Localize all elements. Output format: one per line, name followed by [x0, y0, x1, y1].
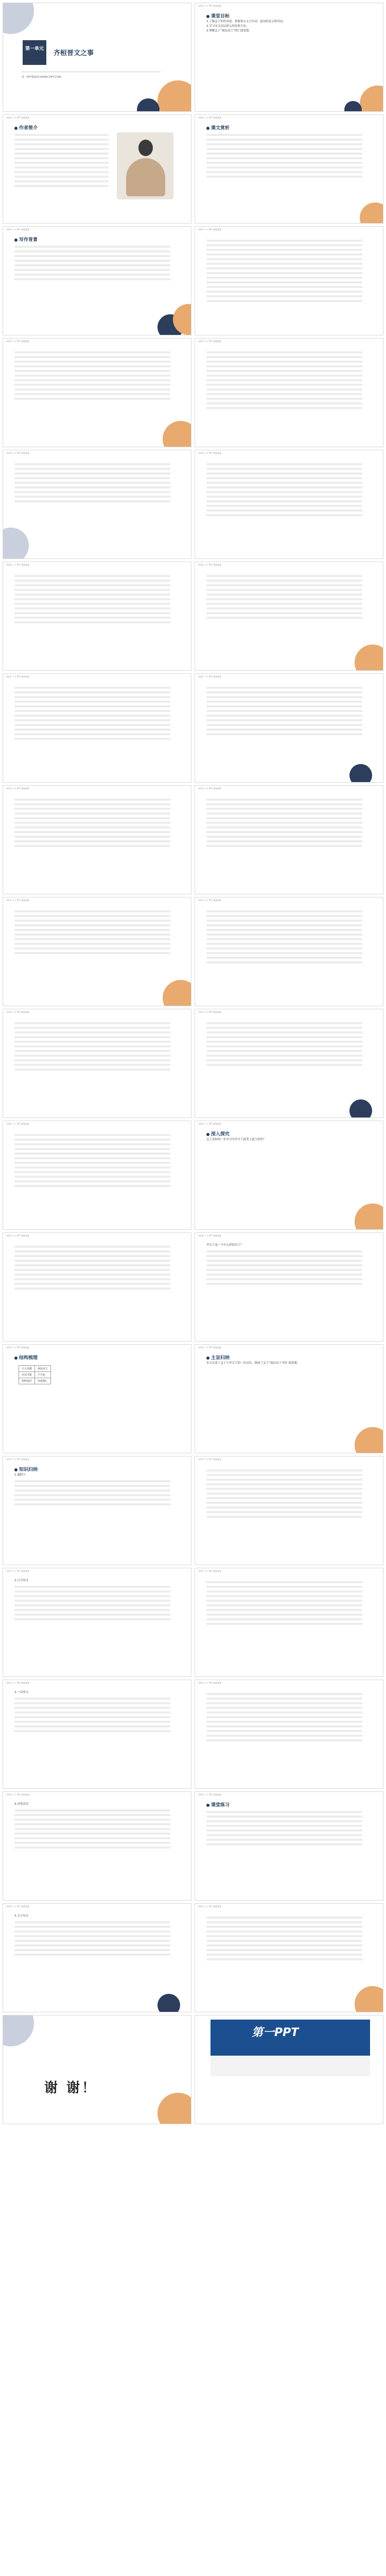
slide-text[interactable]	[195, 785, 383, 894]
deepen-body: 孟子是如何一步步引导齐宣王接受王道主张的？	[206, 1138, 266, 1141]
text-body	[14, 684, 170, 742]
text-body	[14, 908, 170, 957]
slide-header: 2019 卡卡 PPT 模板模板	[198, 1570, 222, 1572]
section-title: 结构梳理	[14, 1354, 38, 1361]
decor-circle	[157, 2093, 191, 2124]
decor-circle	[349, 764, 372, 783]
slide-header: 2019 卡卡 PPT 模板模板	[6, 1793, 30, 1796]
slide-header: 2019 卡卡 PPT 模板模板	[6, 1346, 30, 1349]
bullet-icon	[206, 127, 209, 130]
author-body	[14, 131, 109, 190]
slide-text[interactable]	[3, 673, 191, 783]
slide-header: 2019 卡卡 PPT 模板模板	[6, 1011, 30, 1013]
slide-header: 2019 卡卡 PPT 模板模板	[6, 564, 30, 566]
slide-practice[interactable]	[195, 1791, 383, 1901]
slide-header: 2019 卡卡 PPT 模板模板	[198, 340, 222, 343]
slide-text[interactable]	[195, 450, 383, 559]
text-body	[14, 1020, 170, 1073]
table-row: 引入话题 保民而王	[19, 1366, 51, 1372]
text-body	[206, 461, 362, 519]
cover-subtitle: 第一PPT模板网-WWW.1PPT.COM	[22, 76, 61, 79]
bullet-icon	[206, 1357, 209, 1360]
section-title: 知识归纳	[14, 1466, 38, 1472]
slide-text[interactable]	[3, 1121, 191, 1230]
portrait-image	[117, 132, 173, 199]
bullet-icon	[206, 1804, 209, 1807]
decor-circle	[157, 80, 191, 112]
slide-text[interactable]	[3, 1009, 191, 1118]
slide-text[interactable]	[3, 338, 191, 447]
decor-circle	[3, 528, 29, 559]
section-title: 主旨归纳	[206, 1354, 230, 1361]
slide-text[interactable]	[195, 1009, 383, 1118]
slide-knowledge-4[interactable]	[3, 1791, 191, 1901]
slide-text[interactable]	[195, 338, 383, 447]
decor-circle	[3, 2015, 34, 2046]
decor-circle	[163, 980, 191, 1006]
section-title: 作者简介	[14, 124, 38, 131]
knowledge-body: 4.词类活用	[14, 1802, 170, 1851]
knowledge-body: 1.通假字	[14, 1473, 170, 1508]
slide-text[interactable]	[3, 562, 191, 671]
slide-knowledge-3[interactable]	[3, 1680, 191, 1789]
slide-header: 2019 卡卡 PPT 模板模板	[198, 1458, 222, 1461]
slide-text[interactable]	[195, 1456, 383, 1565]
slide-header: 2019 卡卡 PPT 模板模板	[198, 5, 222, 7]
text-body	[206, 1467, 362, 1520]
bullet-icon	[14, 239, 17, 242]
slide-header: 2019 卡卡 PPT 模板模板	[6, 899, 30, 902]
slide-thanks[interactable]	[3, 2015, 191, 2124]
text-body	[206, 1690, 362, 1744]
practice-body	[206, 1808, 362, 1848]
slide-header: 2019 卡卡 PPT 模板模板	[6, 675, 30, 678]
text-body	[206, 1579, 362, 1628]
bullet-icon	[14, 127, 17, 130]
section-title: 课堂目标	[206, 12, 230, 19]
table-row: 论证可能 不为也	[19, 1372, 51, 1378]
decor-circle	[3, 3, 34, 34]
background-body	[14, 243, 170, 283]
bullet-icon	[206, 15, 209, 18]
slide-header: 2019 卡卡 PPT 模板模板	[6, 1905, 30, 1908]
slide-header: 2019 卡卡 PPT 模板模板	[6, 116, 30, 119]
slide-header: 2019 卡卡 PPT 模板模板	[198, 1682, 222, 1684]
slide-text[interactable]	[195, 897, 383, 1006]
slide-structure[interactable]	[3, 1344, 191, 1453]
slide-header: 2019 卡卡 PPT 模板模板	[198, 1346, 222, 1349]
slide-header: 2019 卡卡 PPT 模板模板	[6, 1123, 30, 1125]
decor-circle	[355, 1204, 383, 1230]
slide-header: 2019 卡卡 PPT 模板模板	[6, 1570, 30, 1572]
text-body	[206, 572, 362, 621]
text-body	[14, 1131, 170, 1190]
slide-deepen-2[interactable]	[195, 1232, 383, 1342]
knowledge-body: 3.一词多义	[14, 1690, 170, 1735]
knowledge-body: 2.古今异义	[14, 1579, 170, 1623]
section-title: 课文赏析	[206, 124, 230, 131]
slide-knowledge-2[interactable]	[3, 1568, 191, 1677]
logo-footer-band	[210, 2056, 370, 2076]
thanks-text: 谢 谢！	[44, 2080, 98, 2096]
slide-header: 2019 卡卡 PPT 模板模板	[198, 675, 222, 678]
bullet-icon	[14, 1468, 17, 1471]
slide-text[interactable]	[195, 226, 383, 335]
decor-circle	[157, 1994, 180, 2012]
section-title: 课堂练习	[206, 1801, 230, 1808]
slide-knowledge[interactable]	[3, 1456, 191, 1565]
slide-header: 2019 卡卡 PPT 模板模板	[198, 1905, 222, 1908]
slide-header: 2019 卡卡 PPT 模板模板	[198, 228, 222, 231]
bullet-icon	[206, 1133, 209, 1136]
bullet-icon	[14, 1357, 17, 1360]
slide-text[interactable]	[195, 562, 383, 671]
text-body	[14, 1243, 170, 1292]
section-title: 深入探究	[206, 1130, 230, 1137]
slide-header: 2019 卡卡 PPT 模板模板	[6, 1234, 30, 1237]
table-row: 指明途径 发政施仁	[19, 1378, 51, 1384]
text-body	[14, 461, 170, 505]
slide-author[interactable]	[3, 114, 191, 224]
decor-circle	[349, 1099, 372, 1118]
decor-circle	[344, 101, 362, 112]
text-body	[206, 237, 362, 304]
text-body	[206, 349, 362, 412]
slide-header: 2019 卡卡 PPT 模板模板	[198, 564, 222, 566]
slide-header: 2019 卡卡 PPT 模板模板	[198, 116, 222, 119]
slide-text[interactable]	[3, 450, 191, 559]
cover-title: 齐桓晋文之事	[54, 49, 94, 57]
slide-summary[interactable]	[195, 1344, 383, 1453]
objectives-body: 1.了解孟子的性善说，掌握重点文言实词、虚词的意义和用法； 2.学习本文层层深入的论辩方法； 3.理解孟子“保民而王”的仁政思想。	[206, 20, 286, 32]
slide-text[interactable]	[3, 897, 191, 1006]
slide-header: 2019 卡卡 PPT 模板模板	[6, 228, 30, 231]
decor-circle	[163, 421, 191, 447]
decor-circle	[360, 86, 383, 112]
slide-text[interactable]	[195, 114, 383, 224]
slide-text[interactable]	[195, 673, 383, 783]
decor-circle	[355, 1427, 383, 1453]
slide-text[interactable]	[195, 1903, 383, 2012]
text-body	[206, 1020, 362, 1069]
logo-text: 第一PPT	[252, 2026, 299, 2039]
text-body	[14, 349, 170, 402]
slide-objectives[interactable]	[195, 3, 383, 112]
decor-circle	[355, 1986, 383, 2012]
slide-text[interactable]	[195, 1568, 383, 1677]
slide-text[interactable]	[3, 1232, 191, 1342]
slide-header: 2019 卡卡 PPT 模板模板	[198, 899, 222, 902]
slide-header: 2019 卡卡 PPT 模板模板	[6, 1458, 30, 1461]
text-body	[14, 572, 170, 626]
deepen-body: 齐宣王是一个什么样的君主？	[206, 1243, 362, 1287]
unit-badge: 第一单元	[23, 40, 46, 65]
slide-header: 2019 卡卡 PPT 模板模板	[6, 1682, 30, 1684]
slide-header: 2019 卡卡 PPT 模板模板	[198, 452, 222, 454]
text-body	[206, 684, 362, 738]
decor-circle	[360, 202, 383, 224]
slide-header: 2019 卡卡 PPT 模板模板	[198, 1234, 222, 1237]
slide-header: 2019 卡卡 PPT 模板模板	[198, 787, 222, 790]
slide-header: 2019 卡卡 PPT 模板模板	[198, 1011, 222, 1013]
slide-header: 2019 卡卡 PPT 模板模板	[6, 340, 30, 343]
structure-table	[19, 1365, 51, 1384]
slide-header: 2019 卡卡 PPT 模板模板	[6, 452, 30, 454]
decor-circle	[355, 645, 383, 671]
summary-body: 本文记述了孟子与齐宣王的一次对话，阐述了孟子“保民而王”的仁政思想。	[206, 1362, 300, 1365]
decor-circle	[137, 98, 160, 112]
knowledge-body: 5.文言句式	[14, 1914, 170, 1958]
slide-background[interactable]	[3, 226, 191, 335]
text-body	[206, 908, 362, 966]
slide-header: 2019 卡卡 PPT 模板模板	[198, 1793, 222, 1796]
section-title: 写作背景	[14, 236, 38, 243]
slide-header: 2019 卡卡 PPT 模板模板	[6, 787, 30, 790]
text-body	[206, 796, 362, 850]
text-body	[14, 796, 170, 850]
slide-deepen[interactable]	[195, 1121, 383, 1230]
text-body	[206, 1914, 362, 1963]
slide-text[interactable]	[3, 785, 191, 894]
slide-header: 2019 卡卡 PPT 模板模板	[198, 1123, 222, 1125]
slide-logo[interactable]	[195, 2015, 383, 2124]
cover-slide[interactable]	[3, 3, 191, 112]
slide-knowledge-5[interactable]	[3, 1903, 191, 2012]
text-body	[206, 131, 362, 180]
slide-text[interactable]	[195, 1680, 383, 1789]
